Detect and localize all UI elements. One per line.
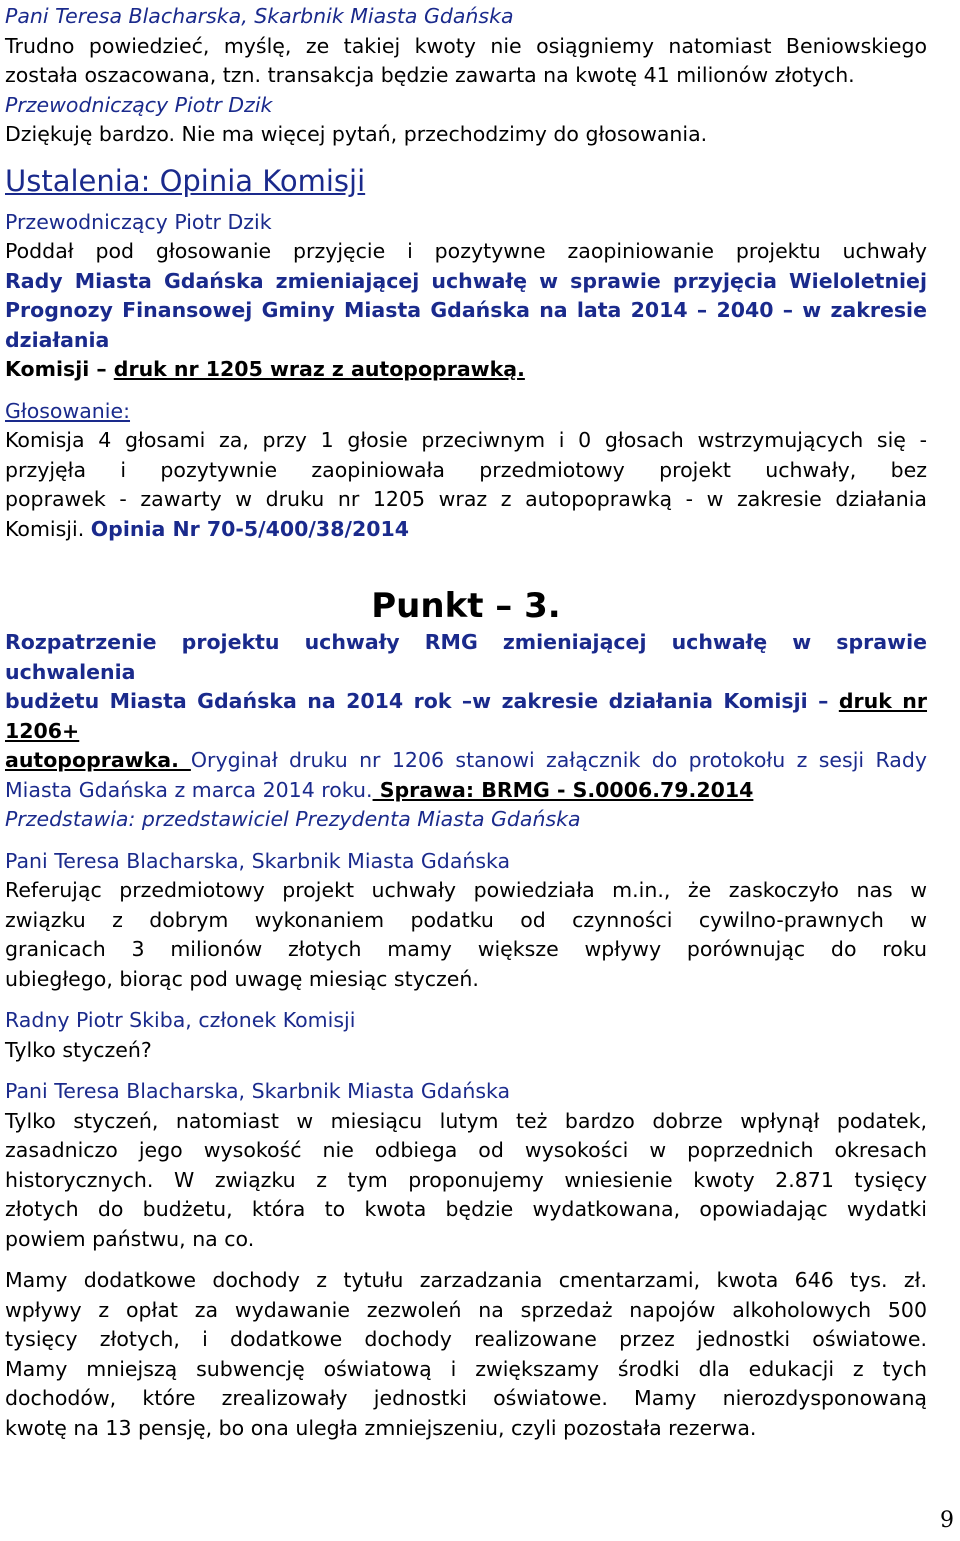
paragraph-line: Prognozy Finansowej Gminy Miasta Gdańska na lata 2014 – 2040 – w zakresie działania xyxy=(5,298,927,352)
text-span: Miasta Gdańska z marca 2014 roku. xyxy=(5,777,373,802)
paragraph-line: tysięcy złotych, i dodatkowe dochody realizowane przez jednostki oświatowe. xyxy=(5,1327,927,1351)
presenter-line: Przedstawia: przedstawiciel Prezydenta Miasta Gdańska xyxy=(5,807,581,831)
paragraph-line: granicach 3 milionów złotych mamy większe wpływy porównując do roku xyxy=(5,937,927,961)
paragraph-line: Poddał pod głosowanie przyjęcie i pozytywne zaopiniowanie projektu uchwały xyxy=(5,239,927,263)
paragraph-line: Referując przedmiotowy projekt uchwały powiedziała m.in., że zaskoczyło nas w xyxy=(5,878,927,902)
case-number: Sprawa: BRMG - S.0006.79.2014 xyxy=(372,777,754,802)
text-span: budżetu Miasta Gdańska na 2014 rok –w zakresie działania Komisji – xyxy=(5,689,839,713)
paragraph-line: dochodów, które zrealizowały jednostki oświatowe. Mamy nierozdysponowaną xyxy=(5,1386,927,1410)
text-span: Rady Miasta Gdańska zmieniającej uchwałę w sprawie przyjęcia Wieloletniej xyxy=(5,268,927,293)
speaker-name: Przewodniczący Piotr Dzik xyxy=(5,92,273,117)
paragraph-line xyxy=(5,746,927,776)
paragraph-line: powiem państwu, na co. xyxy=(5,1226,255,1251)
document-page xyxy=(5,2,927,1443)
paragraph-line: zasadniczo jego wysokość nie odbiega od wysokości w poprzednich okresach xyxy=(5,1138,927,1162)
paragraph-line: wpływy z opłat za wydawanie zezwoleń na sprzedaż napojów alkoholowych 500 xyxy=(5,1297,927,1322)
opinion-number: Opinia Nr 70-5/400/38/2014 xyxy=(90,516,409,541)
speaker-name: Pani Teresa Blacharska, Skarbnik Miasta Gdańska xyxy=(5,1079,511,1103)
text-span: Oryginał druku nr 1206 stanowi załącznik do protokołu z sesji Rady xyxy=(190,748,927,772)
speaker-name: Pani Teresa Blacharska, Skarbnik Miasta Gdańska xyxy=(5,4,514,28)
paragraph-line: przyjęła i pozytywnie zaopiniowała przedmiotowy projekt uchwały, bez xyxy=(5,457,927,482)
text-span: Komisji – xyxy=(5,357,114,381)
paragraph-line xyxy=(5,355,927,385)
paragraph-line: Dziękuję bardzo. Nie ma więcej pytań, przechodzimy do głosowania. xyxy=(5,122,708,146)
speaker-name: Radny Piotr Skiba, członek Komisji xyxy=(5,1008,356,1032)
text-span: Komisji. xyxy=(5,516,91,541)
paragraph-line: historycznych. W związku z tym proponujemy wniesienie kwoty 2.871 tysięcy xyxy=(5,1167,927,1192)
paragraph-line: została oszacowana, tzn. transakcja będzie zawarta na kwotę 41 milionów złotych. xyxy=(5,63,855,87)
paragraph-line: złotych do budżetu, która to kwota będzie wydatkowana, opowiadając wydatki xyxy=(5,1197,927,1221)
paragraph-line: kwotę na 13 pensję, bo ona uległa zmniejszeniu, czyli pozostała rezerwa. xyxy=(5,1415,757,1440)
section-heading: Ustalenia: Opinia Komisji xyxy=(5,163,366,198)
paragraph-line: poprawek - zawarty w druku nr 1205 wraz z autopoprawką - w zakresie działania xyxy=(5,487,927,511)
paragraph-line: Tylko styczeń? xyxy=(5,1037,152,1062)
paragraph-line xyxy=(5,776,927,806)
paragraph-line: Trudno powiedzieć, myślę, ze takiej kwoty nie osiągniemy natomiast Beniowskiego xyxy=(5,33,927,58)
speaker-name: Przewodniczący Piotr Dzik xyxy=(5,209,272,234)
paragraph-line: Tylko styczeń, natomiast w miesiącu lutym też bardzo dobrze wpłynął podatek, xyxy=(5,1108,927,1133)
point-heading: Punkt – 3. xyxy=(371,586,561,626)
druk-link[interactable]: druk nr 1205 wraz z autopoprawką. xyxy=(113,357,525,381)
paragraph-line xyxy=(5,267,927,297)
paragraph-line xyxy=(5,687,927,746)
paragraph-line: Rozpatrzenie projektu uchwały RMG zmieniającej uchwałę w sprawie uchwalenia xyxy=(5,630,927,684)
druk-link[interactable]: druk nr 1206+ xyxy=(5,689,928,743)
paragraph-line: Mamy mniejszą subwencję oświatową i zwiększamy środki dla edukacji z tych xyxy=(5,1356,927,1381)
speaker-name: Pani Teresa Blacharska, Skarbnik Miasta Gdańska xyxy=(5,848,511,873)
paragraph-line: Komisja 4 głosami za, przy 1 głosie przeciwnym i 0 głosach wstrzymujących się - xyxy=(5,428,927,452)
paragraph-line: ubiegłego, biorąc pod uwagę miesiąc styczeń. xyxy=(5,966,479,991)
paragraph-line: Mamy dodatkowe dochody z tytułu zarzadzania cmentarzami, kwota 646 tys. zł. xyxy=(5,1268,927,1292)
druk-link[interactable]: autopoprawka. xyxy=(5,748,191,772)
paragraph-line: związku z dobrym wykonaniem podatku od czynności cywilno-prawnych w xyxy=(5,907,927,932)
paragraph-line xyxy=(5,515,927,545)
page-number: 9 xyxy=(940,1508,954,1533)
vote-label: Głosowanie: xyxy=(5,398,131,423)
